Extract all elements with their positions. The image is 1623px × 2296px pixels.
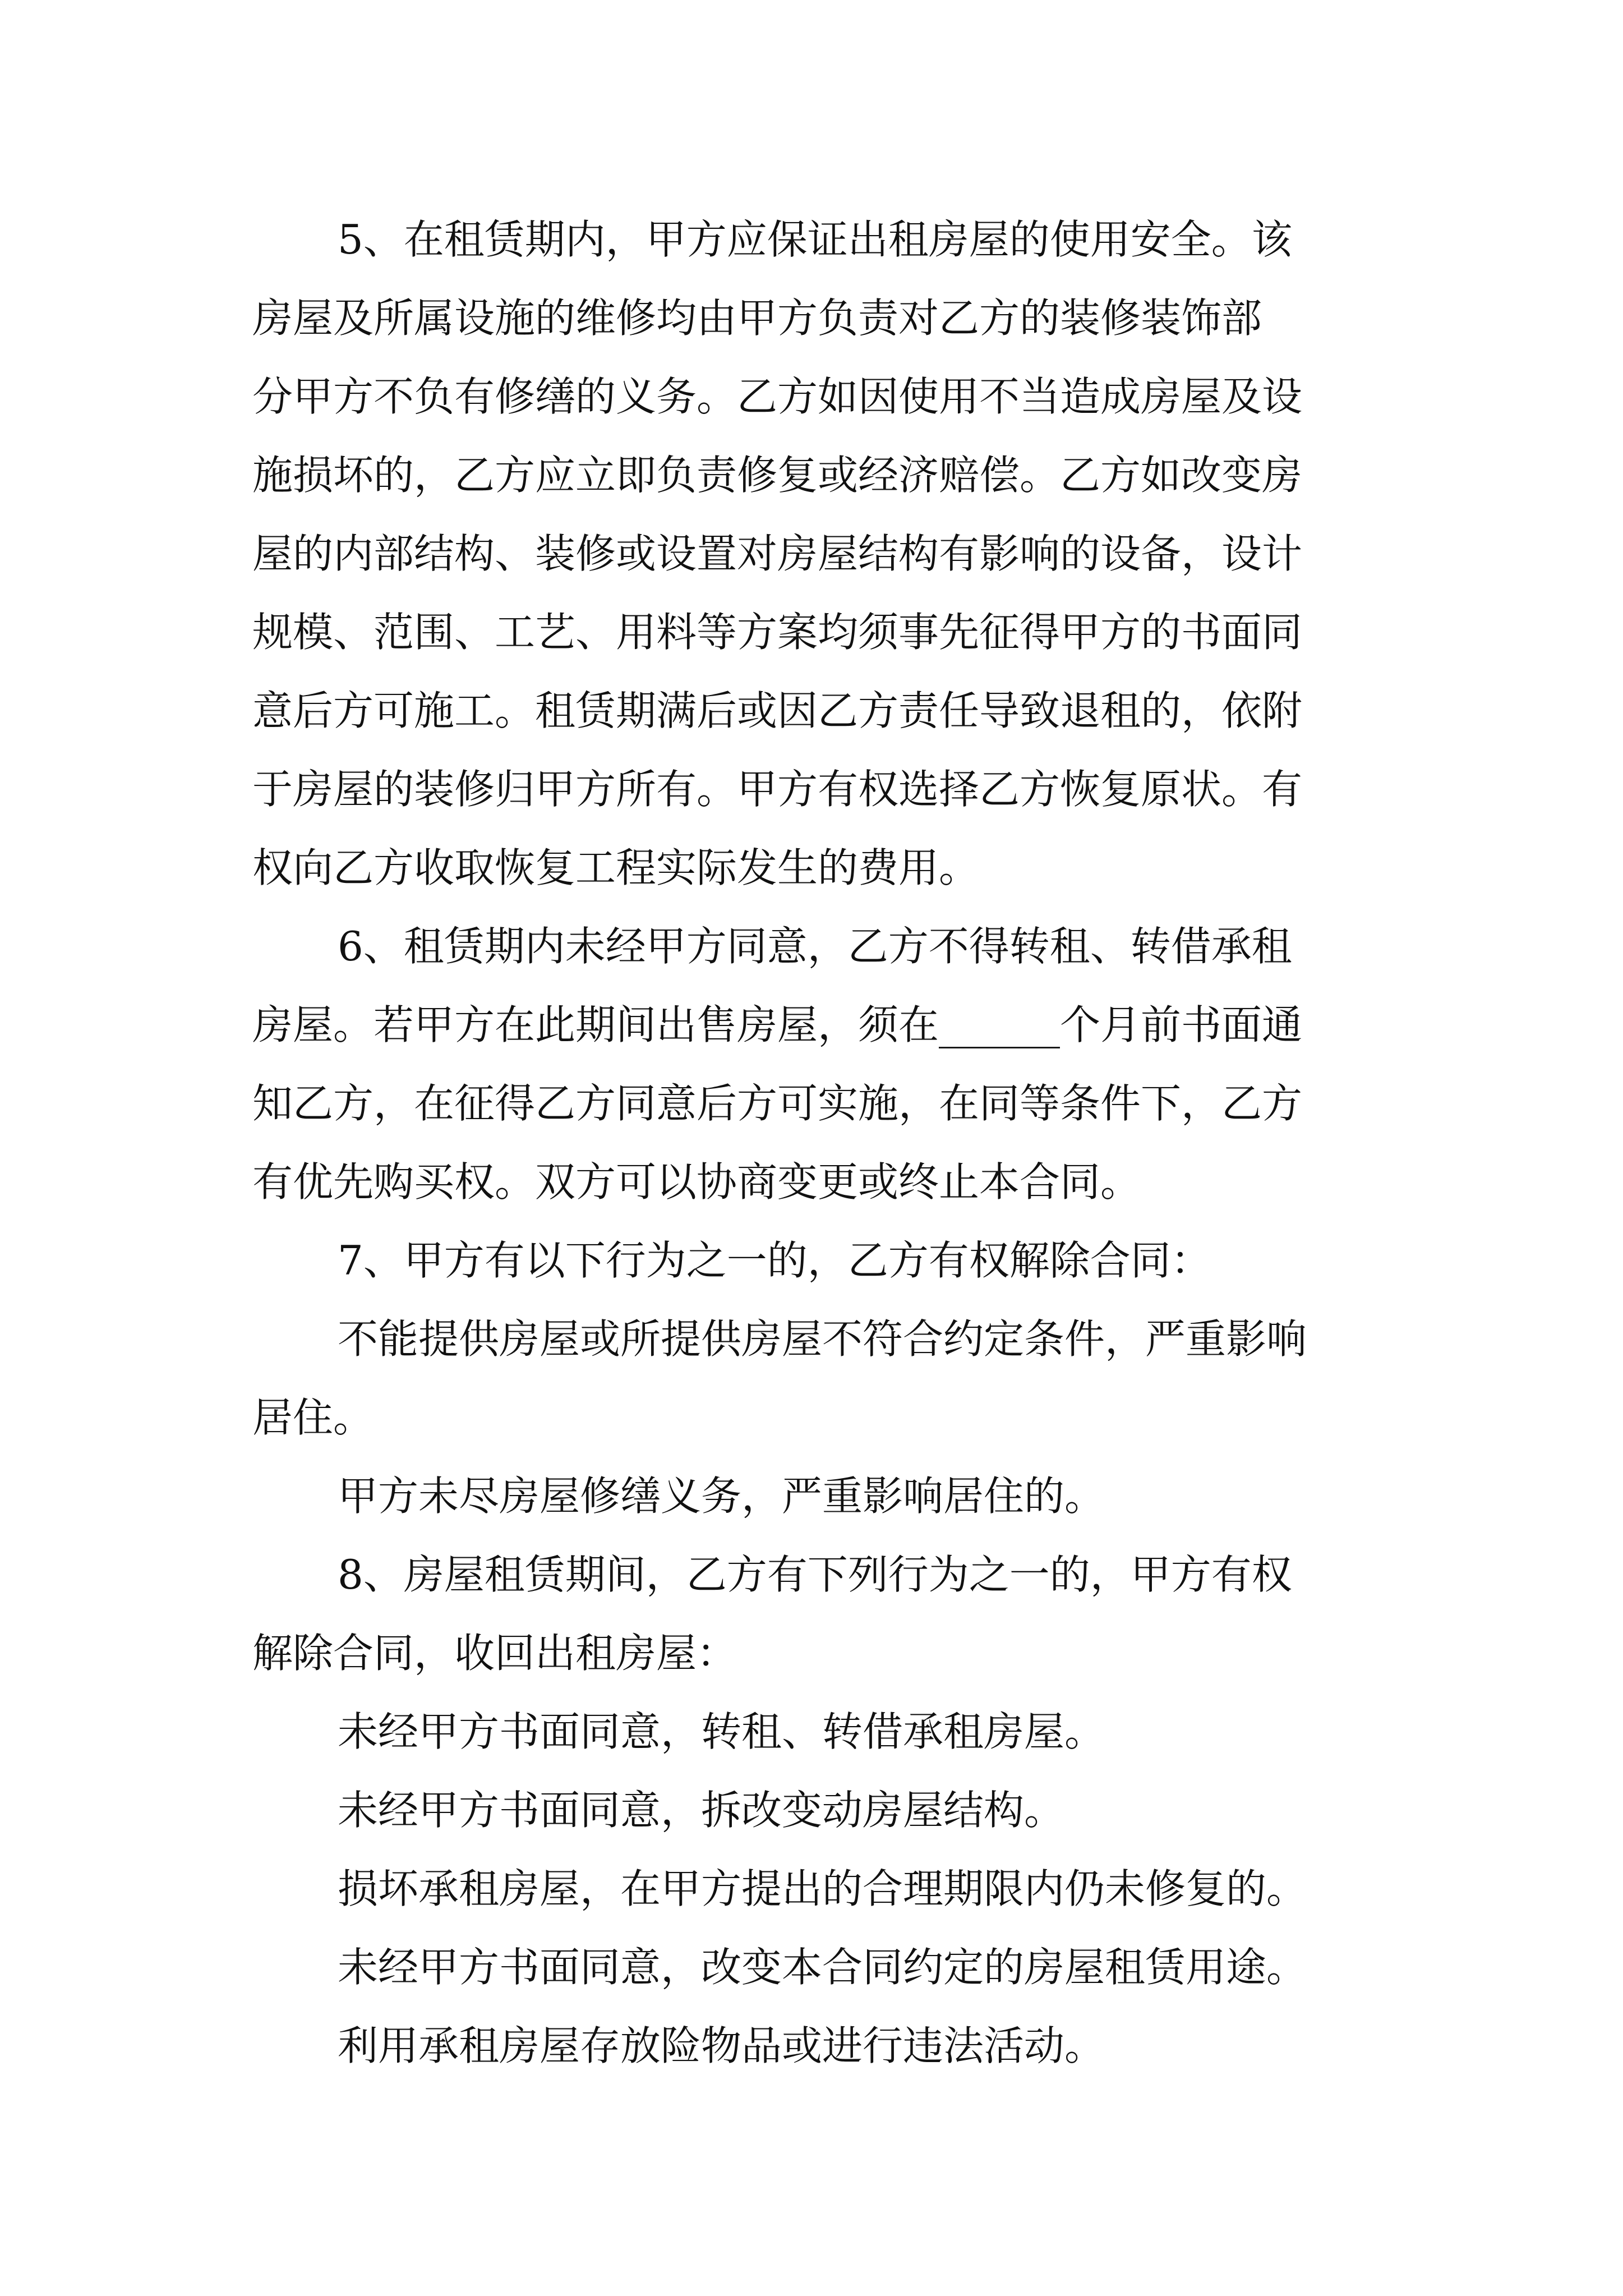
clause-5-line-3: 分甲方不负有修缮的义务。乙方如因使用不当造成房屋及设 (252, 373, 1303, 420)
clause-5-line-2: 房屋及所属设施的维修均由甲方负责对乙方的装修装饰部 (252, 295, 1262, 342)
clause-5-line-8: 于房屋的装修归甲方所有。甲方有权选择乙方恢复原状。有 (252, 766, 1303, 813)
clause-8-item-5-line-1: 利用承租房屋存放险物品或进行违法活动。 (338, 2022, 1105, 2069)
clause-8-item-3-line-1: 损坏承租房屋，在甲方提出的合理期限内仍未修复的。 (338, 1865, 1307, 1912)
clause-7-item-2-line-1: 甲方未尽房屋修缮义务，严重影响居住的。 (338, 1473, 1105, 1520)
clause-6-line-1: 6、租赁期内未经甲方同意，乙方不得转租、转借承租 (338, 923, 1292, 970)
clause-5-line-4: 施损坏的，乙方应立即负责修复或经济赔偿。乙方如改变房 (252, 452, 1303, 499)
clause-5-line-7: 意后方可施工。租赁期满后或因乙方责任导致退租的，依附 (252, 687, 1303, 734)
clause-5-line-9: 权向乙方收取恢复工程实际发生的费用。 (252, 844, 980, 891)
clause-7-line-1: 7、甲方有以下行为之一的，乙方有权解除合同： (338, 1237, 1211, 1284)
clause-8-line-1: 8、房屋租赁期间，乙方有下列行为之一的，甲方有权 (338, 1551, 1292, 1598)
clause-6-line-4: 有优先购买权。双方可以协商变更或终止本合同。 (252, 1158, 1141, 1205)
clause-8-item-4-line-1: 未经甲方书面同意，改变本合同约定的房屋租赁用途。 (338, 1944, 1307, 1991)
clause-8-item-2-line-1: 未经甲方书面同意，拆改变动房屋结构。 (338, 1787, 1065, 1834)
clause-5-line-6: 规模、范围、工艺、用料等方案均须事先征得甲方的书面同 (252, 609, 1303, 656)
clause-6-line-3: 知乙方，在征得乙方同意后方可实施，在同等条件下，乙方 (252, 1080, 1303, 1127)
clause-5-line-5: 屋的内部结构、装修或设置对房屋结构有影响的设备，设计 (252, 530, 1303, 577)
clause-5-line-1: 5、在租赁期内，甲方应保证出租房屋的使用安全。该 (338, 216, 1292, 263)
clause-8-item-1-line-1: 未经甲方书面同意，转租、转借承租房屋。 (338, 1708, 1105, 1755)
clause-7-item-1-line-2: 居住。 (252, 1394, 374, 1441)
clause-7-item-1-line-1: 不能提供房屋或所提供房屋不符合约定条件，严重影响 (338, 1315, 1307, 1363)
clause-6-line-2: 房屋。若甲方在此期间出售房屋，须在______个月前书面通 (252, 1001, 1303, 1048)
clause-8-line-2: 解除合同，收回出租房屋： (252, 1630, 737, 1677)
